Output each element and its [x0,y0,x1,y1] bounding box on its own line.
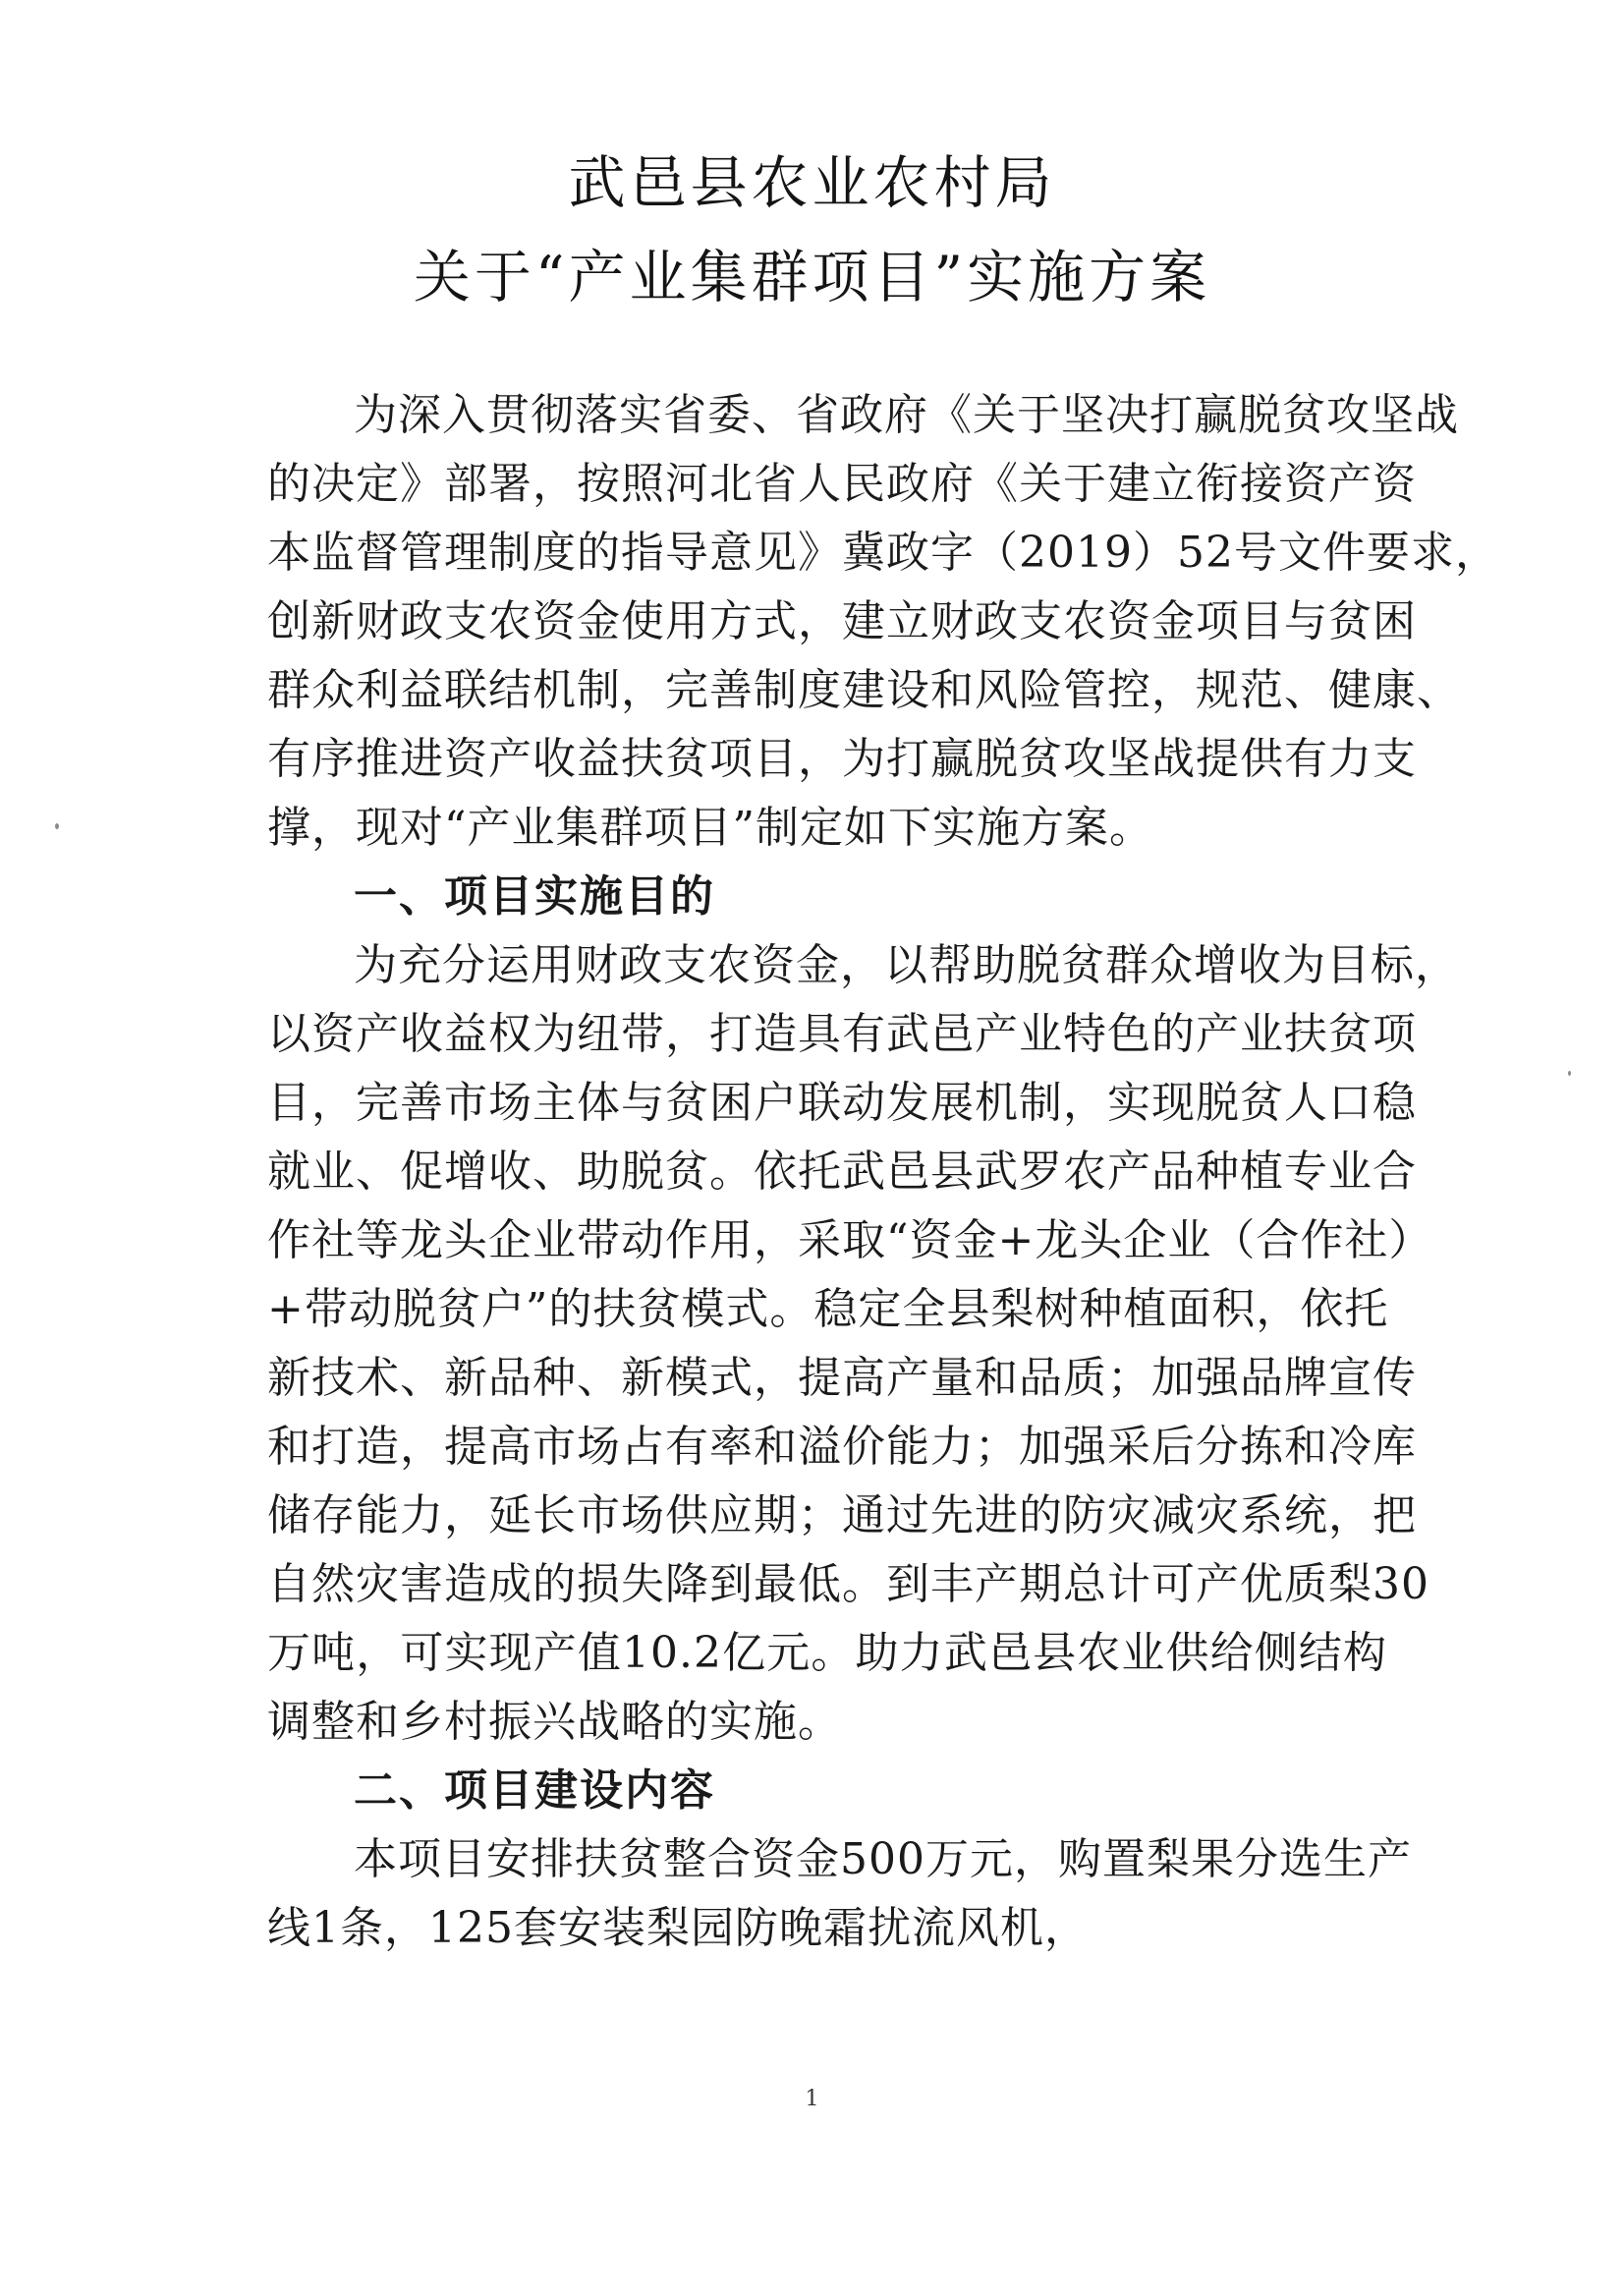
scan-speck [1568,1071,1571,1076]
text-line: 线1条，125套安装梨园防晚霜扰流风机， [267,1903,1089,1953]
text-line: 作社等龙头企业带动作用，采取“资金+龙头企业（合作社） [267,1215,1433,1265]
text-line: 和打造，提高市场占有率和溢价能力；加强采后分拣和冷库 [267,1422,1417,1472]
page-number: 1 [805,2087,819,2111]
text-line: 创新财政支农资金使用方式，建立财政支农资金项目与贫困 [267,596,1417,646]
text-line: 撑，现对“产业集群项目”制定如下实施方案。 [267,803,1153,853]
text-line: 就业、促增收、助脱贫。依托武邑县武罗农产品种植专业合 [267,1147,1417,1197]
scan-speck [55,823,59,829]
section-1-paragraph [267,931,1459,1757]
title-line-2: 关于“产业集群项目”实施方案 [413,244,1211,310]
document-title [0,136,1624,324]
text-line: 群众利益联结机制，完善制度建设和风险管控，规范、健康、 [267,665,1461,715]
text-line: 以资产收益权为纽带，打造具有武邑产业特色的产业扶贫项 [267,1009,1417,1059]
text-line: 新技术、新品种、新模式，提高产量和品质；加强品牌宣传 [267,1353,1417,1403]
text-line: 万吨，可实现产值10.2亿元。助力武邑县农业供给侧结构 [267,1628,1387,1678]
title-line-1: 武邑县农业农村局 [568,149,1056,216]
section-2-paragraph [267,1825,1412,1963]
text-line: 有序推进资产收益扶贫项目，为打赢脱贫攻坚战提供有力支 [267,734,1417,784]
document-body [267,381,1499,1963]
text-line: 为充分运用财政支农资金，以帮助脱贫群众增收为目标， [354,940,1459,990]
text-line: 目，完善市场主体与贫困户联动发展机制，实现脱贫人口稳 [267,1078,1417,1128]
text-line: 的决定》部署，按照河北省人民政府《关于建立衔接资产资 [267,459,1417,509]
text-line: +带动脱贫户”的扶贫模式。稳定全县梨树种植面积，依托 [267,1284,1389,1334]
section-heading-1: 一、项目实施目的 [354,871,715,922]
section-heading-2: 二、项目建设内容 [354,1765,715,1816]
text-line: 自然灾害造成的损失降到最低。到丰产期总计可产优质梨30 [267,1559,1429,1609]
text-line: 为深入贯彻落实省委、省政府《关于坚决打赢脱贫攻坚战 [354,390,1459,440]
intro-paragraph [267,381,1499,863]
text-line: 本监督管理制度的指导意见》冀政字（2019）52号文件要求， [267,528,1499,578]
text-line: 储存能力，延长市场供应期；通过先进的防灾减灾系统，把 [267,1490,1417,1540]
text-line: 调整和乡村振兴战略的实施。 [267,1697,842,1747]
text-line: 本项目安排扶贫整合资金500万元，购置梨果分选生产 [354,1834,1412,1884]
